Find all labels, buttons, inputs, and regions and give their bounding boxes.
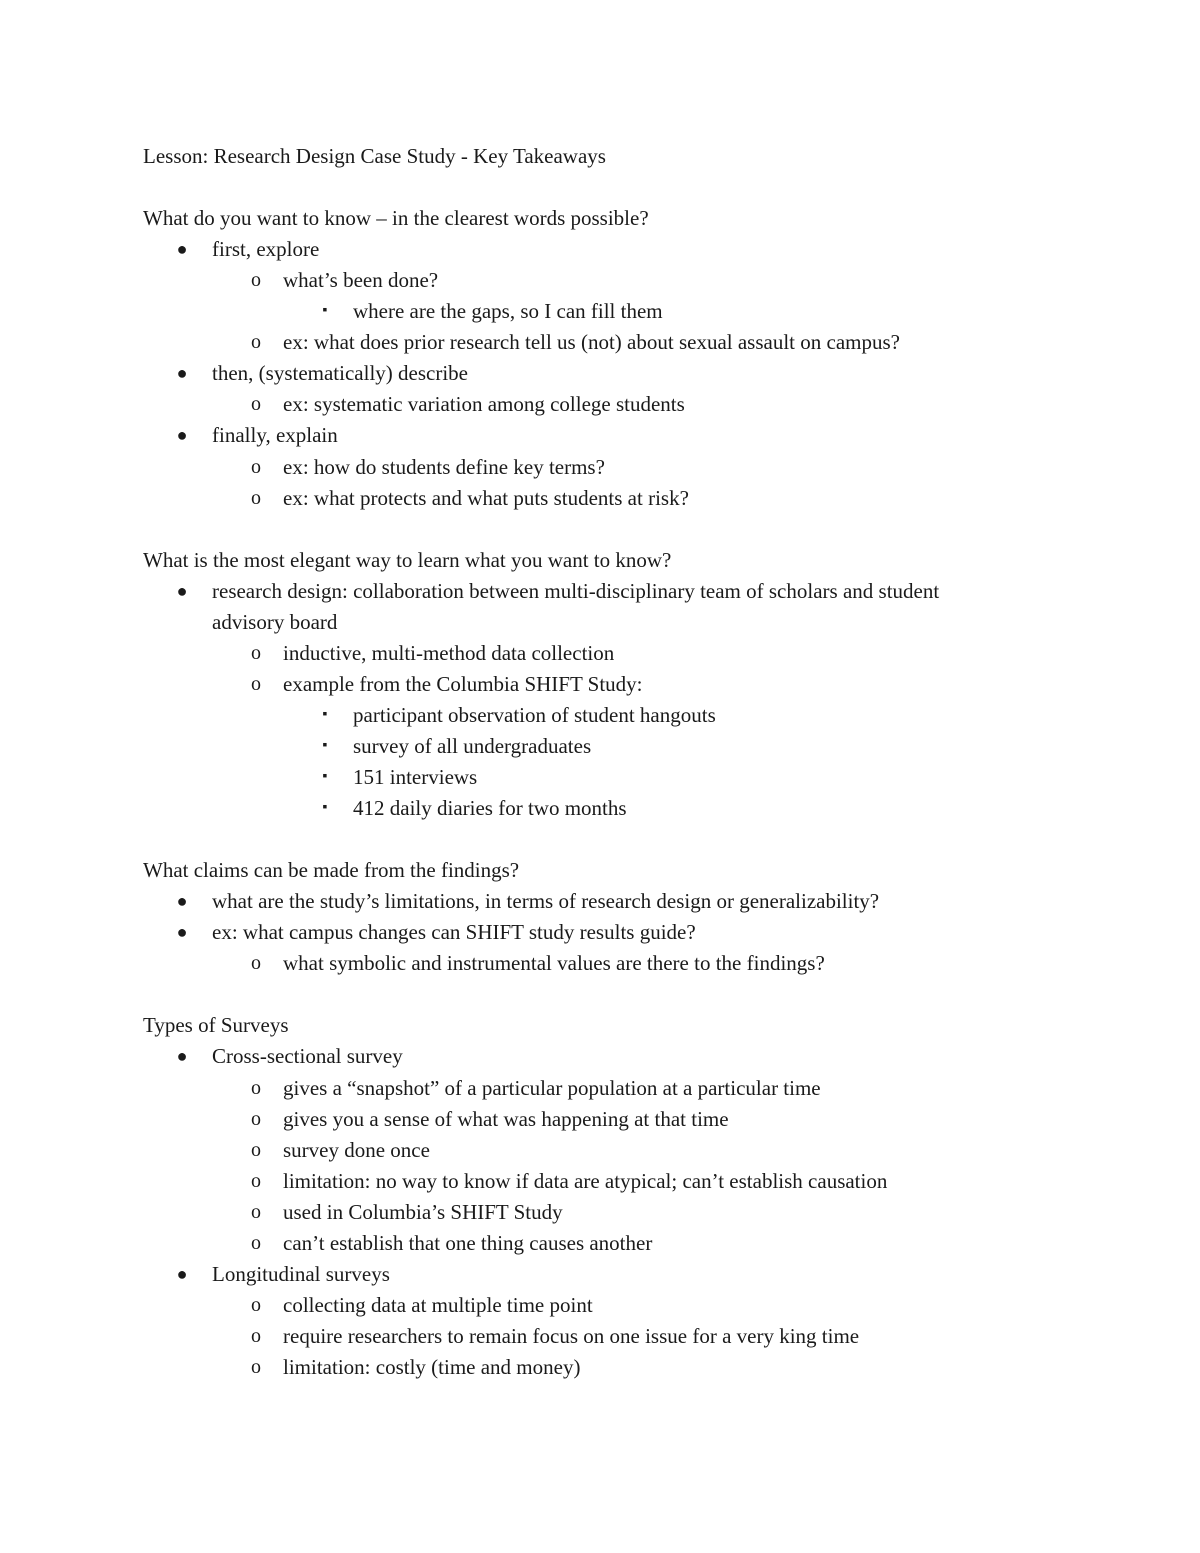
- heading-text: What claims can be made from the findings?: [143, 858, 520, 882]
- item-text: what’s been done?: [283, 268, 439, 292]
- bullet-circle-icon: o: [251, 1201, 261, 1223]
- bullet-square-icon: ▪: [322, 303, 328, 318]
- item-text: ex: what protects and what puts students at risk?: [283, 486, 689, 510]
- item-text: Cross-sectional survey: [212, 1044, 403, 1068]
- item-text: ex: what campus changes can SHIFT study results guide?: [212, 920, 696, 944]
- item-text: first, explore: [212, 237, 320, 261]
- bullet-circle-icon: o: [251, 952, 261, 974]
- bullet-circle-icon: o: [251, 393, 261, 415]
- bullet-circle-icon: o: [251, 269, 261, 291]
- bullet-circle-icon: o: [251, 1170, 261, 1192]
- item-text: research design: collaboration between multi-disciplinary team of scholars and student: [212, 579, 940, 603]
- bullet-circle-icon: o: [251, 1294, 261, 1316]
- item-text: ex: systematic variation among college students: [283, 392, 685, 416]
- item-text: collecting data at multiple time point: [283, 1293, 593, 1317]
- bullet-circle-icon: o: [251, 1232, 261, 1254]
- bullet-disc-icon: ●: [176, 922, 188, 942]
- bullet-circle-icon: o: [251, 456, 261, 478]
- item-text: 151 interviews: [353, 765, 478, 789]
- bullet-circle-icon: o: [251, 1325, 261, 1347]
- item-text: where are the gaps, so I can fill them: [353, 299, 663, 323]
- bullet-square-icon: ▪: [322, 738, 328, 753]
- item-text: limitation: costly (time and money): [283, 1355, 581, 1379]
- item-text: survey done once: [283, 1138, 430, 1162]
- item-text: ex: how do students define key terms?: [283, 455, 605, 479]
- heading-text: What is the most elegant way to learn what you want to know?: [143, 548, 672, 572]
- item-text: survey of all undergraduates: [353, 734, 592, 758]
- item-text: then, (systematically) describe: [212, 361, 468, 385]
- bullet-square-icon: ▪: [322, 707, 328, 722]
- item-text: require researchers to remain focus on one issue for a very king time: [283, 1324, 860, 1348]
- bullet-disc-icon: ●: [176, 891, 188, 911]
- bullet-circle-icon: o: [251, 1356, 261, 1378]
- bullet-disc-icon: ●: [176, 363, 188, 383]
- item-text: finally, explain: [212, 423, 338, 447]
- item-text: what are the study’s limitations, in terms of research design or generalizability?: [212, 889, 880, 913]
- heading-text: Lesson: Research Design Case Study - Key Takeaways: [143, 144, 606, 168]
- bullet-circle-icon: o: [251, 642, 261, 664]
- bullet-circle-icon: o: [251, 1139, 261, 1161]
- bullet-circle-icon: o: [251, 331, 261, 353]
- bullet-circle-icon: o: [251, 487, 261, 509]
- bullet-circle-icon: o: [251, 673, 261, 695]
- item-text: advisory board: [212, 610, 338, 634]
- item-text: 412 daily diaries for two months: [353, 796, 627, 820]
- bullet-circle-icon: o: [251, 1108, 261, 1130]
- heading-text: Types of Surveys: [143, 1013, 289, 1037]
- bullet-disc-icon: ●: [176, 1264, 188, 1284]
- heading-text: What do you want to know – in the clearest words possible?: [143, 206, 649, 230]
- item-text: what symbolic and instrumental values are there to the findings?: [283, 951, 825, 975]
- bullet-square-icon: ▪: [322, 769, 328, 784]
- item-text: inductive, multi-method data collection: [283, 641, 615, 665]
- item-text: used in Columbia’s SHIFT Study: [283, 1200, 563, 1224]
- bullet-square-icon: ▪: [322, 800, 328, 815]
- bullet-disc-icon: ●: [176, 239, 188, 259]
- bullet-disc-icon: ●: [176, 581, 188, 601]
- item-text: example from the Columbia SHIFT Study:: [283, 672, 643, 696]
- bullet-disc-icon: ●: [176, 425, 188, 445]
- item-text: gives you a sense of what was happening at that time: [283, 1107, 729, 1131]
- item-text: gives a “snapshot” of a particular population at a particular time: [283, 1076, 821, 1100]
- bullet-disc-icon: ●: [176, 1046, 188, 1066]
- item-text: ex: what does prior research tell us (not) about sexual assault on campus?: [283, 330, 900, 354]
- item-text: participant observation of student hangouts: [353, 703, 716, 727]
- bullet-circle-icon: o: [251, 1077, 261, 1099]
- item-text: Longitudinal surveys: [212, 1262, 390, 1286]
- item-text: can’t establish that one thing causes another: [283, 1231, 653, 1255]
- item-text: limitation: no way to know if data are atypical; can’t establish causation: [283, 1169, 888, 1193]
